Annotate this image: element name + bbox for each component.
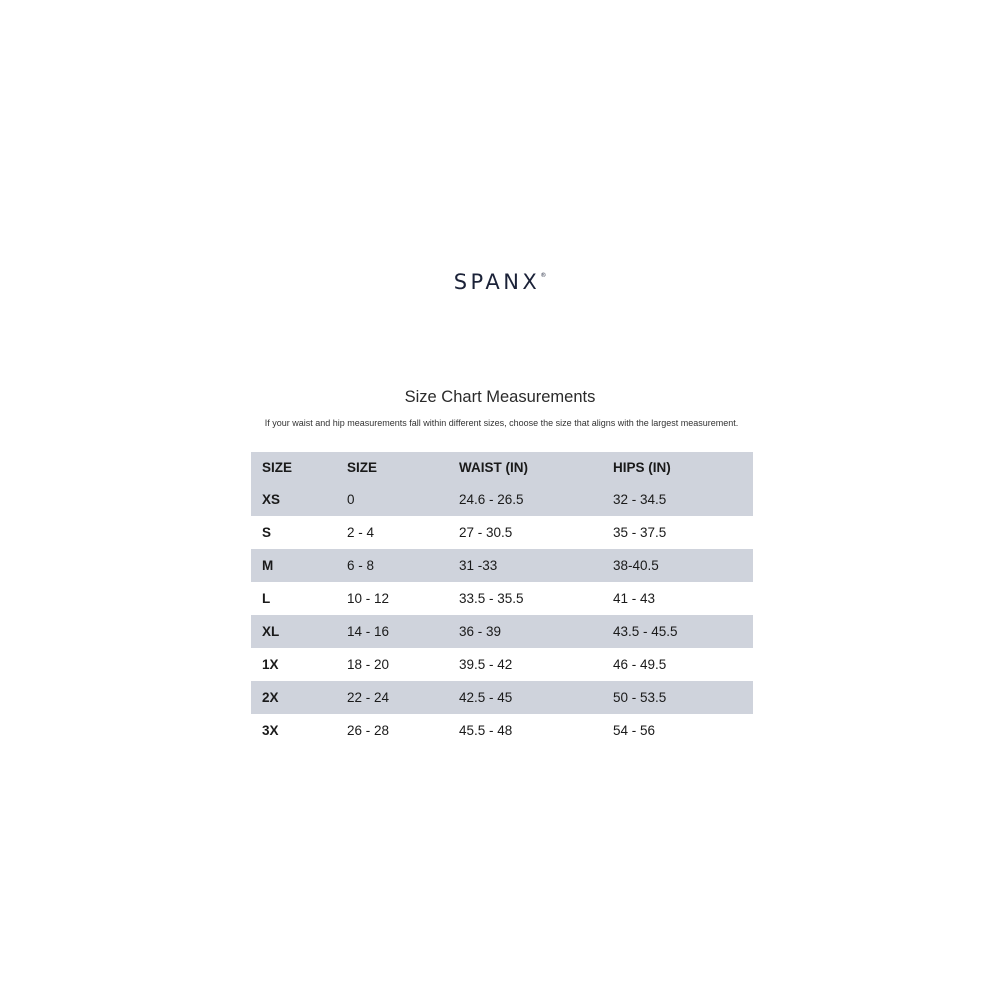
header-hips: HIPS (IN) (602, 452, 753, 483)
waist-cell: 27 - 30.5 (459, 525, 513, 540)
table-row (251, 714, 753, 747)
brand-name: SPANX (453, 270, 541, 294)
size-letter-cell: 2X (251, 681, 336, 714)
waist-cell: 33.5 - 35.5 (459, 591, 524, 606)
table-row (251, 582, 753, 615)
hips-cell: 54 - 56 (613, 723, 656, 738)
size-number-cell: 0 (336, 483, 448, 516)
size-letter-cell: 3X (262, 723, 279, 738)
size-letter-cell: XS (251, 483, 336, 516)
hips-cell: 43.5 - 45.5 (602, 615, 753, 648)
table-row (251, 615, 753, 648)
size-letter-cell: L (262, 591, 271, 606)
waist-cell: 24.6 - 26.5 (448, 483, 602, 516)
waist-cell: 31 -33 (448, 549, 602, 582)
waist-cell: 45.5 - 48 (459, 723, 513, 738)
waist-cell: 36 - 39 (448, 615, 602, 648)
waist-cell: 42.5 - 45 (448, 681, 602, 714)
size-letter-cell: S (262, 525, 272, 540)
size-letter-cell: XL (251, 615, 336, 648)
table-header-row (251, 452, 753, 483)
size-number-cell: 10 - 12 (347, 591, 390, 606)
table-row (251, 483, 753, 516)
hips-cell: 32 - 34.5 (602, 483, 753, 516)
brand-logo (0, 270, 1000, 294)
hips-cell: 38-40.5 (602, 549, 753, 582)
trademark-mark: ® (540, 272, 547, 279)
table-row (251, 681, 753, 714)
header-size-number: SIZE (336, 452, 448, 483)
page-title: Size Chart Measurements (404, 388, 596, 406)
hips-cell: 35 - 37.5 (613, 525, 667, 540)
size-note: If your waist and hip measurements fall within different sizes, choose the size that aligns with the largest measurement. (264, 418, 739, 428)
size-number-cell: 26 - 28 (347, 723, 390, 738)
size-chart-table (251, 452, 753, 747)
size-letter-cell: M (251, 549, 336, 582)
size-number-cell: 2 - 4 (347, 525, 375, 540)
size-number-cell: 14 - 16 (336, 615, 448, 648)
size-number-cell: 6 - 8 (336, 549, 448, 582)
size-number-cell: 18 - 20 (347, 657, 390, 672)
size-number-cell: 22 - 24 (336, 681, 448, 714)
table-row (251, 648, 753, 681)
waist-cell: 39.5 - 42 (459, 657, 513, 672)
table-row (251, 549, 753, 582)
header-waist: WAIST (IN) (448, 452, 602, 483)
hips-cell: 41 - 43 (613, 591, 656, 606)
table-row (251, 516, 753, 549)
header-size-letter: SIZE (251, 452, 336, 483)
hips-cell: 50 - 53.5 (602, 681, 753, 714)
hips-cell: 46 - 49.5 (613, 657, 667, 672)
size-letter-cell: 1X (262, 657, 279, 672)
